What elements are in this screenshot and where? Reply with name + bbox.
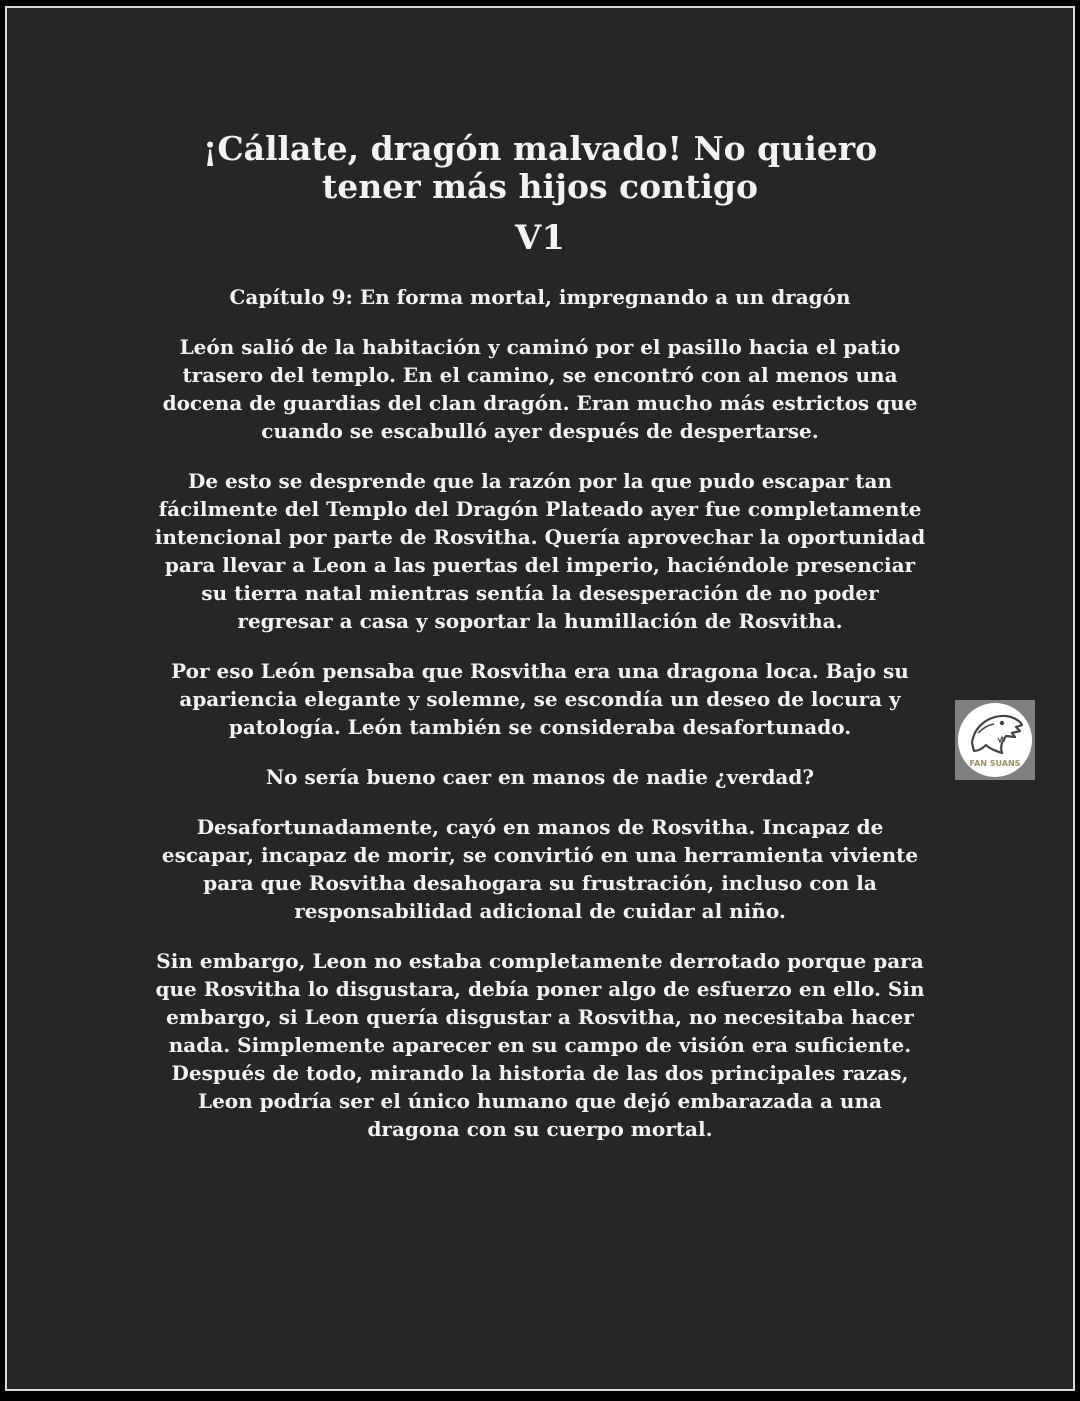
watermark-logo — [955, 700, 1035, 780]
logo-circle — [958, 703, 1032, 777]
novel-title: ¡Cállate, dragón malvado! No quiero tener más hijos contigo — [202, 129, 878, 206]
paragraph: León salió de la habitación y caminó por el pasillo hacia el patio trasero del templo. En el camino, se encontró con al menos una docena de guardias del clan dragón. Eran mucho más estrictos que cuando se escabulló ayer después de despertarse. — [162, 335, 918, 443]
paragraph: No sería bueno caer en manos de nadie ¿verdad? — [265, 765, 815, 789]
volume-label: V1 — [514, 218, 566, 258]
paragraph: Sin embargo, Leon no estaba completamente derrotado porque para que Rosvitha lo disgustara, debía poner algo de esfuerzo en ello. Sin embargo, si Leon quería disgustar a Rosvitha, no necesitaba hacer nada. Simplemente aparecer en su campo de visión era suficiente. Después de todo, mirando la historia de las dos principales razas, Leon podría ser el único humano que dejó embarazada a una dragona con su cuerpo mortal. — [155, 949, 925, 1141]
chapter-heading: Capítulo 9: En forma mortal, impregnando a un dragón — [229, 285, 851, 309]
paragraph: Desafortunadamente, cayó en manos de Rosvitha. Incapaz de escapar, incapaz de morir, se convirtió en una herramienta viviente para que Rosvitha desahogara su frustración, incluso con la responsabilidad adicional de cuidar al niño. — [161, 815, 919, 923]
logo-text: FAN SUANS — [969, 759, 1021, 768]
document-body — [150, 130, 930, 1143]
paragraph: Por eso León pensaba que Rosvitha era una dragona loca. Bajo su apariencia elegante y solemne, se escondía un deseo de locura y patología. León también se consideraba desafortunado. — [171, 659, 909, 739]
paragraph: De esto se desprende que la razón por la que pudo escapar tan fácilmente del Templo del Dragón Plateado ayer fue completamente intencional por parte de Rosvitha. Quería aprovechar la oportunidad para llevar a Leon a las puertas del imperio, haciéndole presenciar su tierra natal mientras sentía la desesperación de no poder regresar a casa y soportar la humillación de Rosvitha. — [154, 469, 926, 633]
